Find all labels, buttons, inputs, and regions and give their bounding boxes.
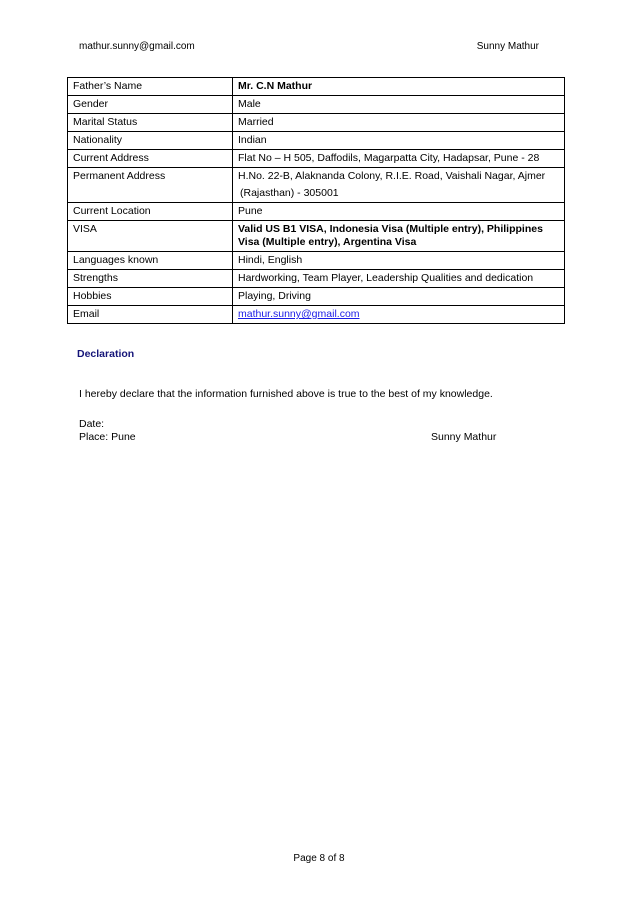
languages-value: Hindi, English: [232, 252, 564, 270]
hobbies-label: Hobbies: [68, 288, 233, 306]
table-row: [68, 288, 565, 306]
table-row: [68, 150, 565, 168]
table-row: [68, 306, 565, 324]
strengths-label: Strengths: [68, 270, 233, 288]
page-number: Page 8 of 8: [293, 853, 345, 864]
current-address-label: Current Address: [68, 150, 233, 168]
permanent-address-line2: (Rajasthan) - 305001: [239, 187, 339, 199]
signature-name: Sunny Mathur: [431, 431, 497, 443]
table-row: [68, 270, 565, 288]
place-label: Place: Pune: [79, 431, 136, 443]
table-row: [68, 78, 565, 96]
fathers-name-label: Father’s Name: [68, 78, 233, 96]
marital-status-value: Married: [232, 114, 564, 132]
header-email: mathur.sunny@gmail.com: [79, 41, 195, 52]
current-location-value: Pune: [232, 203, 564, 221]
email-link[interactable]: mathur.sunny@gmail.com: [237, 308, 360, 320]
gender-label: Gender: [68, 96, 233, 114]
email-label: Email: [68, 306, 233, 324]
header-name: Sunny Mathur: [476, 41, 539, 52]
permanent-address-line1: H.No. 22-B, Alaknanda Colony, R.I.E. Road, Vaishali Nagar, Ajmer: [237, 170, 546, 182]
table-row: [68, 114, 565, 132]
marital-status-label: Marital Status: [68, 114, 233, 132]
declaration-heading: Declaration: [77, 348, 135, 360]
gender-value: Male: [232, 96, 564, 114]
personal-details-table: [67, 77, 565, 324]
current-address-value: Flat No – H 505, Daffodils, Magarpatta City, Hadapsar, Pune - 28: [232, 150, 564, 168]
hobbies-value: Playing, Driving: [232, 288, 564, 306]
date-label: Date:: [79, 418, 105, 430]
table-row: [68, 132, 565, 150]
permanent-address-value: [232, 168, 564, 203]
table-row: [68, 168, 565, 203]
declaration-text: I hereby declare that the information furnished above is true to the best of my knowledge.: [79, 388, 493, 400]
table-row: [68, 252, 565, 270]
nationality-value: Indian: [232, 132, 564, 150]
email-value-cell: [232, 306, 564, 324]
fathers-name-value: Mr. C.N Mathur: [232, 78, 564, 96]
strengths-value: Hardworking, Team Player, Leadership Qualities and dedication: [232, 270, 564, 288]
permanent-address-label: Permanent Address: [68, 168, 233, 203]
table-row: [68, 203, 565, 221]
table-row: [68, 221, 565, 252]
visa-label: VISA: [68, 221, 233, 252]
languages-label: Languages known: [68, 252, 233, 270]
current-location-label: Current Location: [68, 203, 233, 221]
nationality-label: Nationality: [68, 132, 233, 150]
visa-value: Valid US B1 VISA, Indonesia Visa (Multiple entry), Philippines Visa (Multiple entry), Argentina Visa: [232, 221, 564, 252]
table-row: [68, 96, 565, 114]
